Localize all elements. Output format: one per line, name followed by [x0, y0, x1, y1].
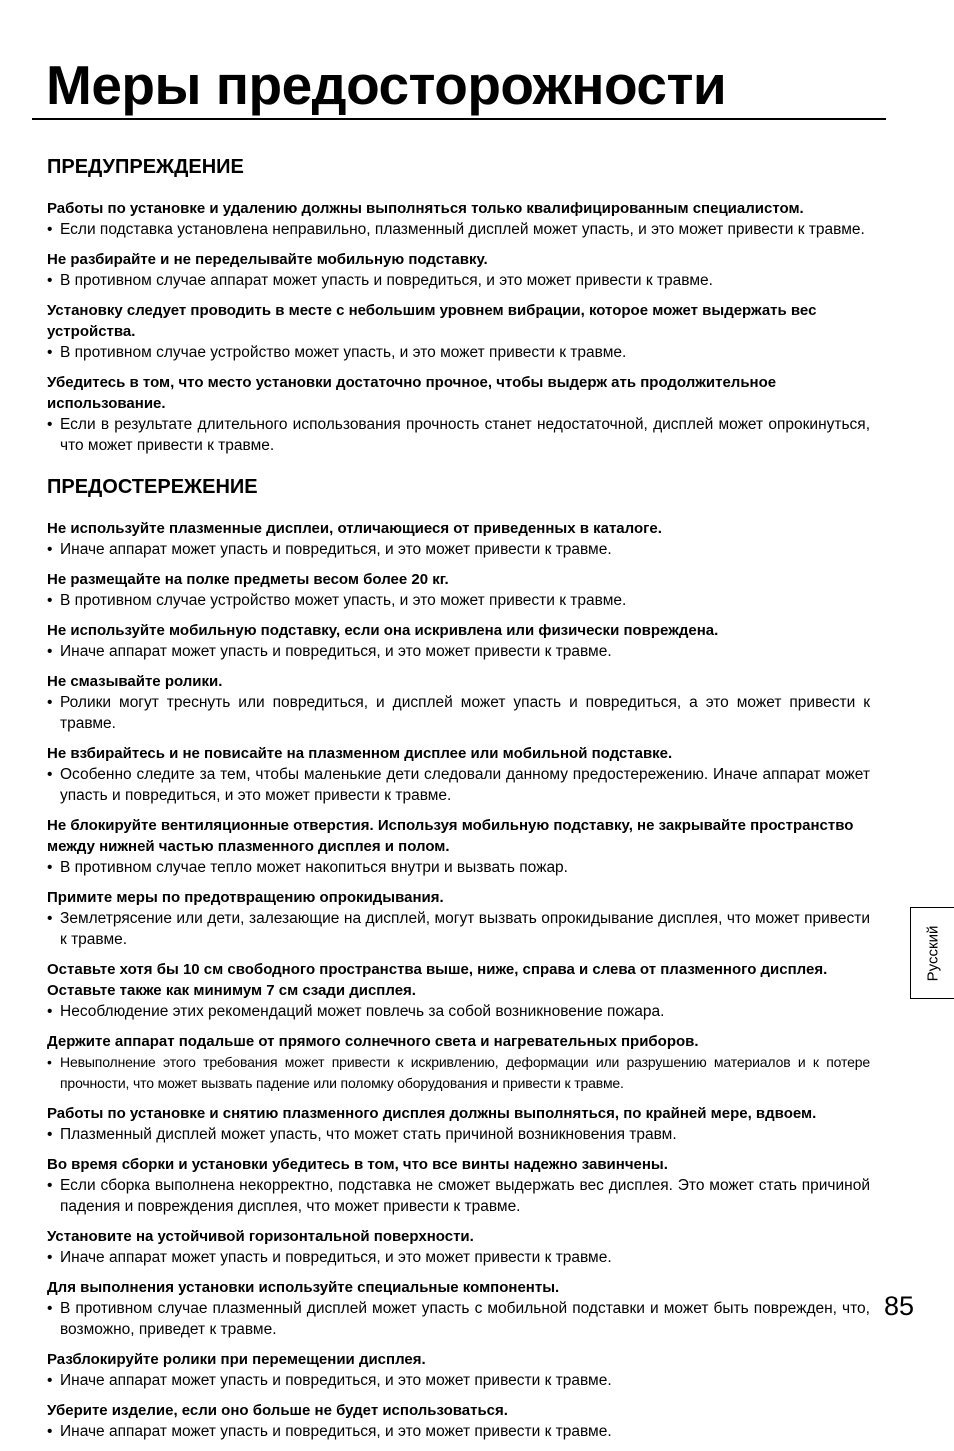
section-heading-warning: ПРЕДУПРЕЖДЕНИЕ: [47, 156, 244, 178]
item-heading: Установку следует проводить в месте с небольшим уровнем вибрации, которое может выдержать вес устройства.: [47, 302, 817, 340]
item-heading: Для выполнения установки используйте специальные компоненты.: [47, 1279, 560, 1296]
language-tab-label: Русский: [924, 925, 942, 981]
caution-item: [47, 815, 870, 878]
item-text: [47, 692, 870, 734]
bullet-icon: •: [47, 694, 53, 711]
item-heading: Работы по установке и удалению должны выполняться только квалифицированным специалистом.: [47, 200, 804, 217]
caution-item: [47, 887, 870, 950]
item-text-body: В противном случае плазменный дисплей может упасть с мобильной подставки и может быть поврежден, что, возможно, приведет к травме.: [60, 1300, 870, 1338]
item-text-body: Ролики могут треснуть или повредиться, и дисплей может упасть и повредиться, а это может привести к травме.: [60, 694, 870, 732]
item-text: [47, 641, 870, 662]
item-text: [47, 342, 870, 363]
item-text-body: Плазменный дисплей может упасть, что может стать причиной возникновения травм.: [60, 1126, 677, 1143]
item-heading: Работы по установке и снятию плазменного дисплея должны выполняться, по крайней мере, вдвоем.: [47, 1105, 817, 1122]
bullet-icon: •: [47, 592, 53, 609]
item-heading: Разблокируйте ролики при перемещении дисплея.: [47, 1351, 426, 1368]
bullet-icon: •: [47, 344, 53, 361]
item-text: [47, 1370, 870, 1391]
bullet-icon: •: [47, 1126, 53, 1143]
bullet-icon: •: [47, 1054, 52, 1070]
item-text-body: Невыполнение этого требования может привести к искривлению, деформации или разрушению материалов и к потере прочности, что может вызвать падение или поломку оборудования и привести к травме.: [60, 1054, 870, 1091]
item-text: [47, 1175, 870, 1217]
item-text: [47, 1298, 870, 1340]
item-text-body: Иначе аппарат может упасть и повредиться, и это может привести к травме.: [60, 1249, 612, 1266]
warning-item: [47, 198, 870, 240]
item-text-body: Иначе аппарат может упасть и повредиться, и это может привести к травме.: [60, 643, 612, 660]
item-heading: Не блокируйте вентиляционные отверстия. Используя мобильную подставку, не закрывайте пространство между нижней частью плазменного дисплея и полом.: [47, 817, 854, 855]
item-heading: Установите на устойчивой горизонтальной поверхности.: [47, 1228, 474, 1245]
item-text: [47, 1124, 870, 1145]
caution-item: [47, 1031, 870, 1094]
bullet-icon: •: [47, 1300, 53, 1317]
caution-item: [47, 1154, 870, 1217]
item-heading: Не разбирайте и не переделывайте мобильную подставку.: [47, 251, 488, 268]
item-heading: Примите меры по предотвращению опрокидывания.: [47, 889, 444, 906]
caution-item: [47, 620, 870, 662]
caution-item: [47, 518, 870, 560]
bullet-icon: •: [47, 541, 53, 558]
bullet-icon: •: [47, 1372, 53, 1389]
item-heading: Не используйте плазменные дисплеи, отличающиеся от приведенных в каталоге.: [47, 520, 662, 537]
caution-item: [47, 1226, 870, 1268]
item-text-body: В противном случае устройство может упасть, и это может привести к травме.: [60, 344, 627, 361]
item-text: [47, 908, 870, 950]
bullet-icon: •: [47, 1177, 53, 1194]
item-text-body: В противном случае устройство может упасть, и это может привести к травме.: [60, 592, 627, 609]
caution-item: [47, 959, 870, 1022]
item-heading: Не используйте мобильную подставку, если она искривлена или физически повреждена.: [47, 622, 719, 639]
item-heading: Во время сборки и установки убедитесь в том, что все винты надежно завинчены.: [47, 1156, 668, 1173]
caution-item: [47, 671, 870, 734]
item-text: [47, 1247, 870, 1268]
item-text-body: Иначе аппарат может упасть и повредиться, и это может привести к травме.: [60, 1372, 612, 1389]
item-text: [47, 1421, 870, 1442]
page-title: Меры предосторожности: [46, 54, 727, 116]
item-text: [47, 1001, 870, 1022]
bullet-icon: •: [47, 859, 53, 876]
language-tab: [910, 907, 954, 999]
item-text-body: Если в результате длительного использования прочность станет недостаточной, дисплей может опрокинуться, что может привести к травме.: [60, 416, 870, 454]
item-text: [47, 764, 870, 806]
title-rule: [32, 118, 886, 120]
warning-item: [47, 372, 870, 456]
bullet-icon: •: [47, 272, 53, 289]
item-text-body: В противном случае аппарат может упасть и повредиться, и это может привести к травме.: [60, 272, 713, 289]
item-heading: Держите аппарат подальше от прямого солнечного света и нагревательных приборов.: [47, 1033, 699, 1050]
item-heading: Не взбирайтесь и не повисайте на плазменном дисплее или мобильной подставке.: [47, 745, 673, 762]
item-text-body: В противном случае тепло может накопиться внутри и вызвать пожар.: [60, 859, 568, 876]
bullet-icon: •: [47, 1249, 53, 1266]
bullet-icon: •: [47, 910, 53, 927]
item-text: [47, 1052, 870, 1094]
caution-item: [47, 569, 870, 611]
caution-item: [47, 743, 870, 806]
item-heading: Не размещайте на полке предметы весом более 20 кг.: [47, 571, 449, 588]
item-text: [47, 219, 870, 240]
item-text: [47, 270, 870, 291]
item-text-body: Особенно следите за тем, чтобы маленькие дети следовали данному предостережению. Иначе аппарат может упасть и повредиться, и это может привести к травме.: [60, 766, 870, 804]
bullet-icon: •: [47, 1003, 53, 1020]
item-text: [47, 414, 870, 456]
item-text-body: Если подставка установлена неправильно, плазменный дисплей может упасть, и это может привести к травме.: [60, 221, 865, 238]
content: [47, 156, 870, 1451]
caution-item: [47, 1277, 870, 1340]
item-text-body: Иначе аппарат может упасть и повредиться, и это может привести к травме.: [60, 1423, 612, 1440]
caution-item: [47, 1349, 870, 1391]
item-text: [47, 539, 870, 560]
item-text: [47, 857, 870, 878]
item-text-body: Землетрясение или дети, залезающие на дисплей, могут вызвать опрокидывание дисплея, что может привести к травме.: [60, 910, 870, 948]
page-number: 85: [884, 1291, 915, 1321]
bullet-icon: •: [47, 1423, 53, 1440]
bullet-icon: •: [47, 643, 53, 660]
bullet-icon: •: [47, 416, 53, 433]
warning-item: [47, 300, 870, 363]
item-text-body: Несоблюдение этих рекомендаций может повлечь за собой возникновение пожара.: [60, 1003, 665, 1020]
item-heading: Убедитесь в том, что место установки достаточно прочное, чтобы выдерж ать продолжительное использование.: [47, 374, 777, 412]
item-text-body: Иначе аппарат может упасть и повредиться, и это может привести к травме.: [60, 541, 612, 558]
warning-item: [47, 249, 870, 291]
item-heading: Оставьте хотя бы 10 см свободного пространства выше, ниже, справа и слева от плазменного дисплея. Оставьте также как минимум 7 см сзади дисплея.: [47, 961, 828, 999]
item-heading: Уберите изделие, если оно больше не будет использоваться.: [47, 1402, 508, 1419]
item-text-body: Если сборка выполнена некорректно, подставка не сможет выдержать вес дисплея. Это может стать причиной падения и повреждения дисплея, что может привести к травме.: [60, 1177, 870, 1215]
bullet-icon: •: [47, 766, 53, 783]
section-heading-caution: ПРЕДОСТЕРЕЖЕНИЕ: [47, 476, 258, 498]
item-heading: Не смазывайте ролики.: [47, 673, 223, 690]
item-text: [47, 590, 870, 611]
caution-item: [47, 1103, 870, 1145]
bullet-icon: •: [47, 221, 53, 238]
caution-item: [47, 1400, 870, 1442]
